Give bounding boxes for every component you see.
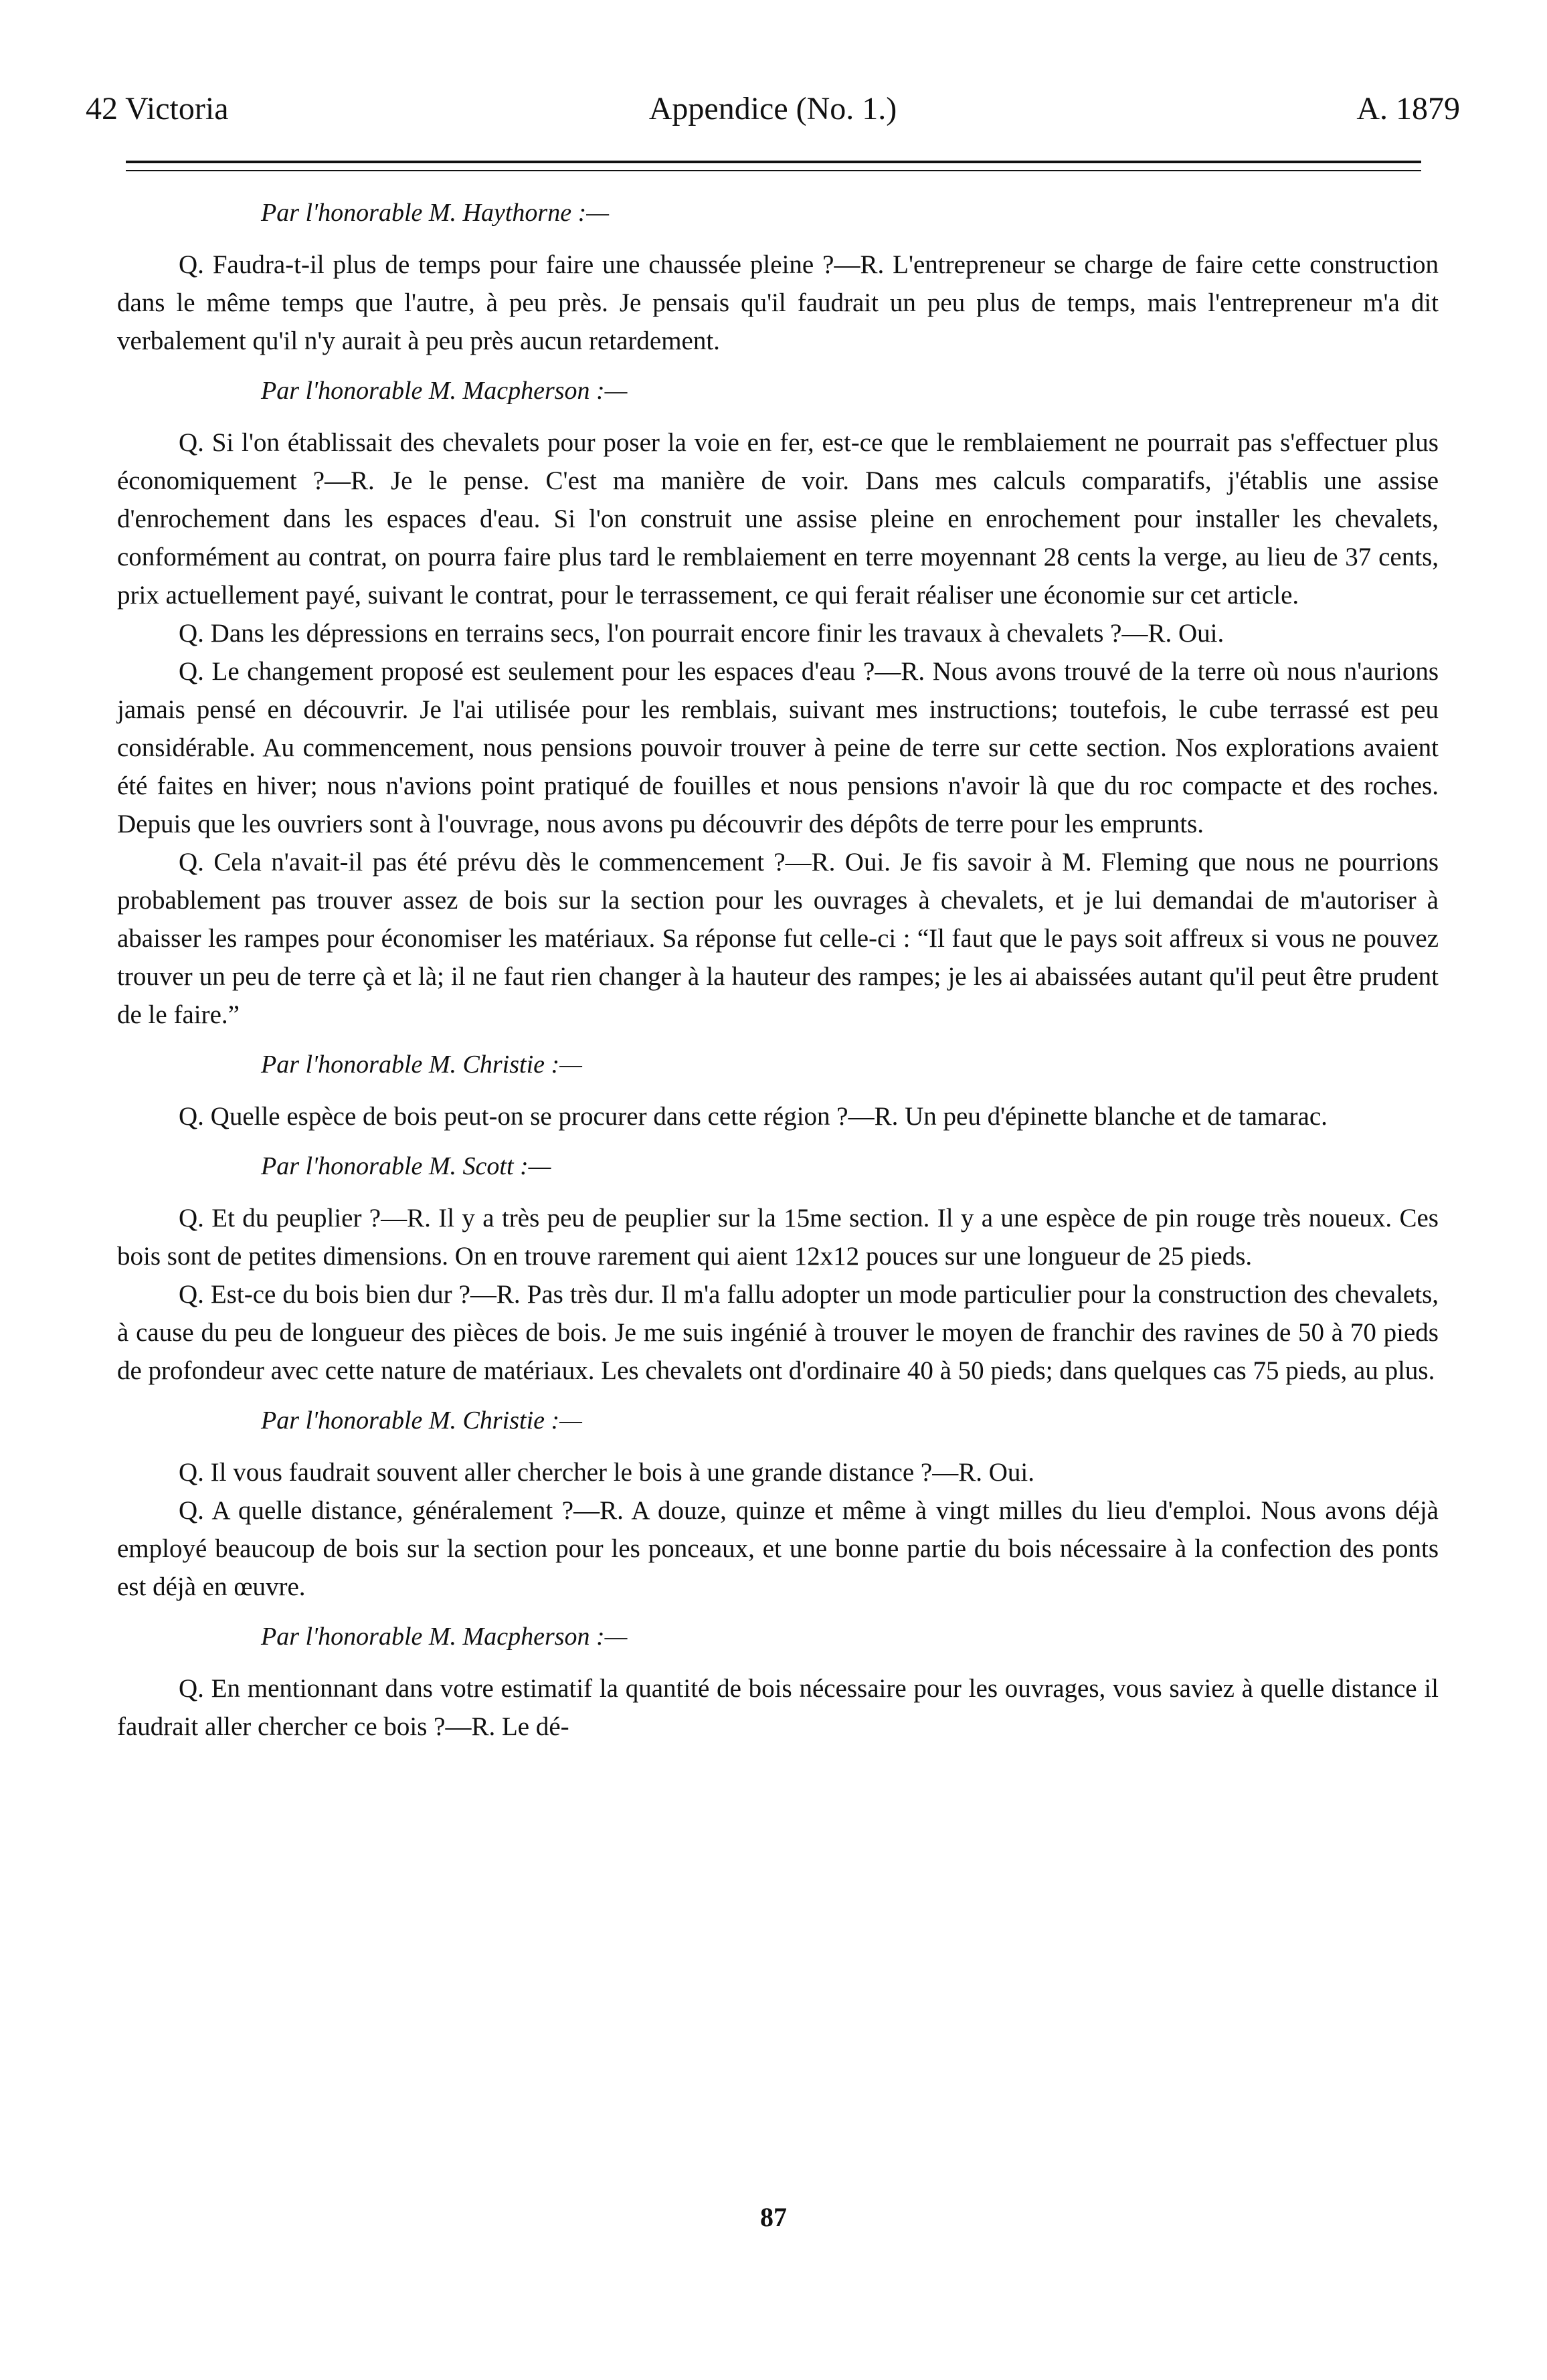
header-appendix: Appendice (No. 1.) bbox=[648, 91, 897, 126]
question-answer-paragraph: Q. Si l'on établissait des chevalets pour poser la voie en fer, est-ce que le remblaiement ne pourrait pas s'effectuer plus économiquement ?—R. Je le pense. C'est ma manière de voir. Dans mes calculs comparatifs, j'établis une assise d'enrochement dans les espaces d'eau. Si l'on construit une assise pleine en enrochement pour installer les chevalets, conformément au contrat, on pourra faire plus tard le remblaiement en terre moyennant 28 cents la verge, au lieu de 37 cents, prix actuellement payé, suivant le contrat, pour le terrassement, ce qui ferait réaliser une économie sur cet article. bbox=[117, 428, 1439, 610]
header-rule-thick bbox=[126, 161, 1421, 163]
question-answer-paragraph: Q. Le changement proposé est seulement pour les espaces d'eau ?—R. Nous avons trouvé de la terre où nous n'aurions jamais pensé en découvrir. Je l'ai utilisée pour les remblais, suivant mes instructions; toutefois, le cube terrassé est peu considérable. Au commencement, nous pensions pouvoir trouver à peine de terre sur cette section. Nos explorations avaient été faites en hiver; nous n'avions point pratiqué de fouilles et nous pensions n'avoir là que du roc compacte et des roches. Depuis que les ouvriers sont à l'ouvrage, nous avons pu découvrir des dépôts de terre pour les emprunts. bbox=[117, 657, 1439, 838]
header-session: 42 Victoria bbox=[86, 91, 229, 126]
header-year: A. 1879 bbox=[1356, 91, 1460, 126]
question-answer-paragraph: Q. Et du peuplier ?—R. Il y a très peu de peuplier sur la 15me section. Il y a une espèce de pin rouge très noueux. Ces bois sont de petites dimensions. On en trouve rarement qui aient 12x12 pouces sur une longueur de 25 pieds. bbox=[117, 1204, 1439, 1271]
question-answer-paragraph: Q. Il vous faudrait souvent aller chercher le bois à une grande distance ?—R. Oui. bbox=[179, 1458, 1034, 1487]
speaker-heading: Par l'honorable M. Christie :— bbox=[261, 1050, 582, 1079]
speaker-heading: Par l'honorable M. Scott :— bbox=[261, 1152, 551, 1180]
document-body bbox=[117, 182, 1439, 1746]
speaker-heading: Par l'honorable M. Christie :— bbox=[261, 1406, 582, 1435]
speaker-heading: Par l'honorable M. Macpherson :— bbox=[261, 377, 628, 405]
speaker-heading: Par l'honorable M. Macpherson :— bbox=[261, 1623, 628, 1651]
page-number: 87 bbox=[760, 2202, 787, 2232]
question-answer-paragraph: Q. Dans les dépressions en terrains secs, l'on pourrait encore finir les travaux à chevalets ?—R. Oui. bbox=[179, 619, 1224, 648]
question-answer-paragraph: Q. A quelle distance, généralement ?—R. A douze, quinze et même à vingt milles du lieu d'emploi. Nous avons déjà employé beaucoup de bois sur la section pour les ponceaux, et une bonne partie du bois nécessaire à la confection des ponts est déjà en œuvre. bbox=[117, 1496, 1439, 1601]
question-answer-paragraph: Q. Cela n'avait-il pas été prévu dès le commencement ?—R. Oui. Je fis savoir à M. Fleming que nous ne pourrions probablement pas trouver assez de bois sur la section pour les ouvrages à chevalets, et je lui demandai de m'autoriser à abaisser les rampes pour économiser les matériaux. Sa réponse fut celle-ci : “Il faut que le pays soit affreux si vous ne pouvez trouver un peu de terre çà et là; il ne faut rien changer à la hauteur des rampes; je les ai abaissées autant qu'il peut être prudent de le faire.” bbox=[117, 848, 1439, 1029]
question-answer-paragraph: Q. Faudra-t-il plus de temps pour faire une chaussée pleine ?—R. L'entrepreneur se charge de faire cette construction dans le même temps que l'autre, à peu près. Je pensais qu'il faudrait un peu plus de temps, mais l'entrepreneur m'a dit verbalement qu'il n'y aurait à peu près aucun retardement. bbox=[117, 250, 1439, 355]
running-header bbox=[86, 86, 1460, 132]
question-answer-paragraph: Q. Quelle espèce de bois peut-on se procurer dans cette région ?—R. Un peu d'épinette blanche et de tamarac. bbox=[179, 1102, 1328, 1131]
question-answer-paragraph: Q. Est-ce du bois bien dur ?—R. Pas très dur. Il m'a fallu adopter un mode particulier pour la construction des chevalets, à cause du peu de longueur des pièces de bois. Je me suis ingénié à trouver le moyen de franchir des ravines de 50 à 70 pieds de profondeur avec cette nature de matériaux. Les chevalets ont d'ordinaire 40 à 50 pieds; dans quelques cas 75 pieds, au plus. bbox=[117, 1280, 1439, 1385]
question-answer-paragraph: Q. En mentionnant dans votre estimatif la quantité de bois nécessaire pour les ouvrages, vous saviez à quelle distance il faudrait aller chercher ce bois ?—R. Le dé- bbox=[117, 1674, 1439, 1741]
speaker-heading: Par l'honorable M. Haythorne :— bbox=[261, 199, 610, 227]
header-rule-thin bbox=[126, 170, 1421, 171]
